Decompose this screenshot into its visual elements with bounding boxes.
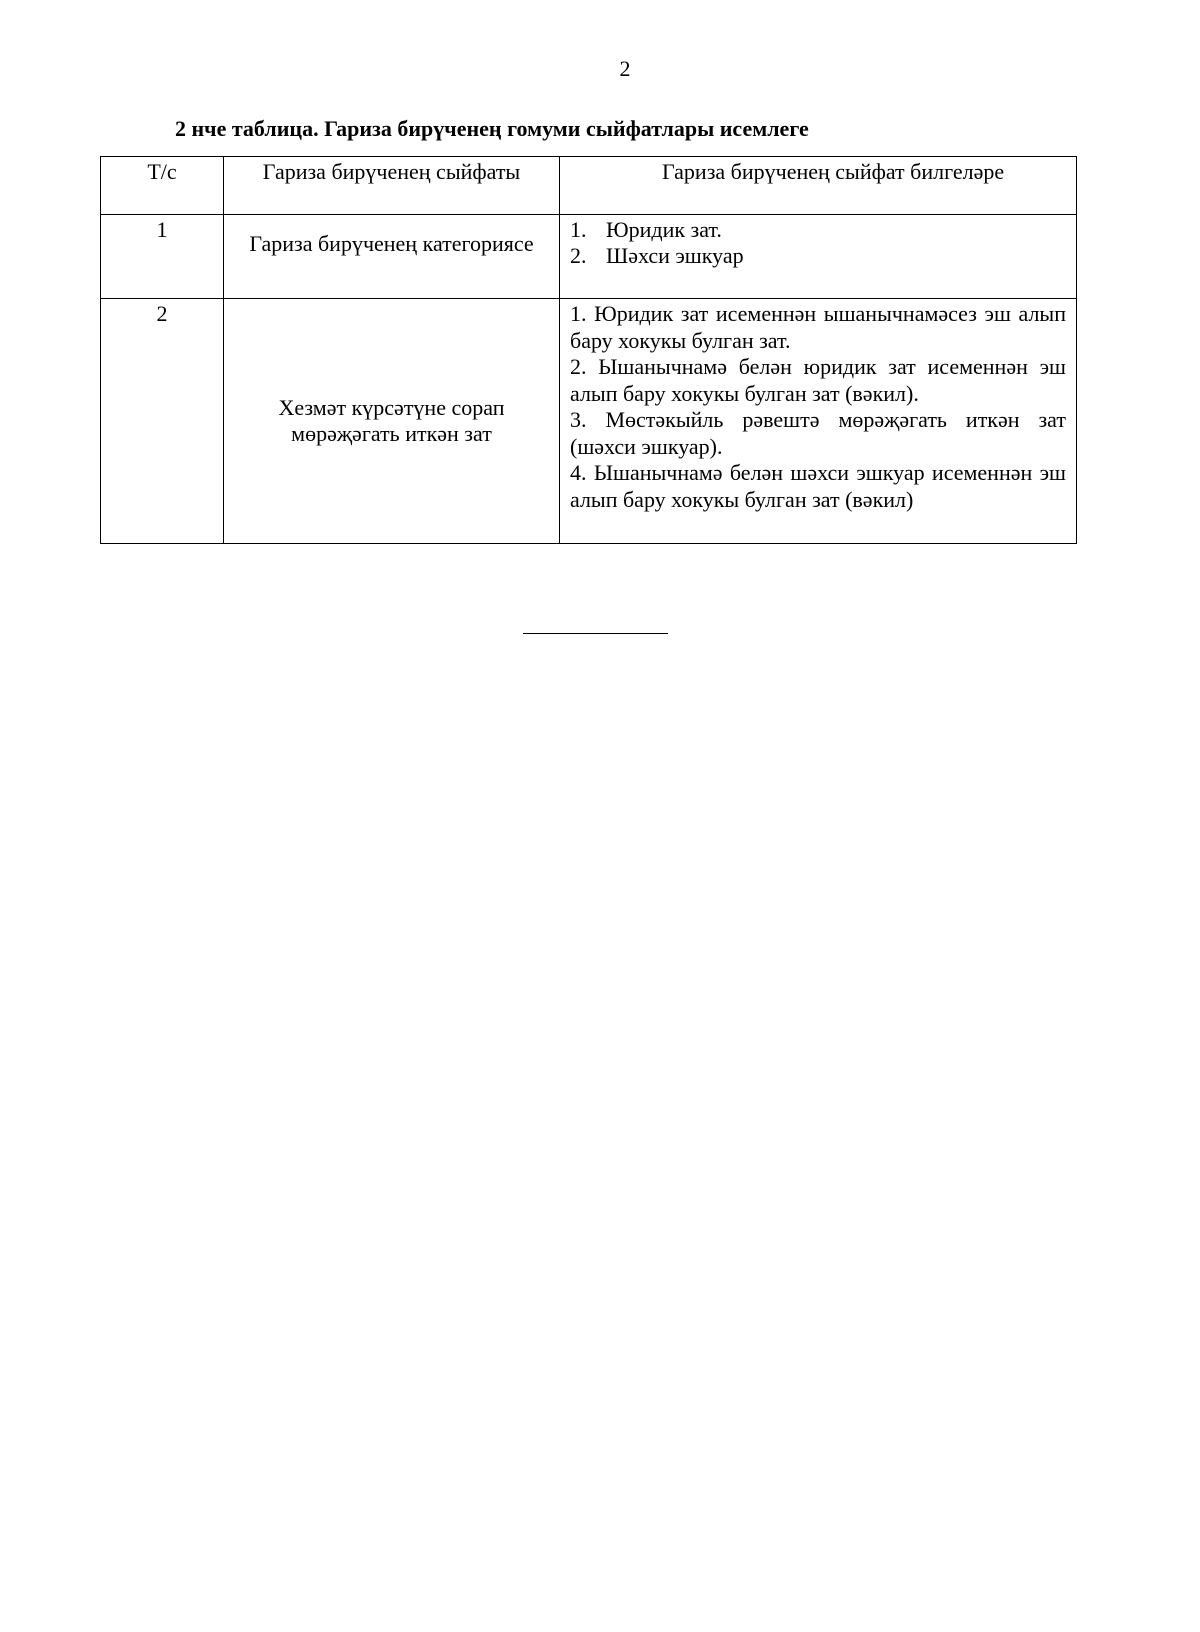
list-item — [570, 243, 1066, 269]
table-row — [101, 215, 1077, 299]
list-item: 2. Ышанычнамә белән юридик зат исеменнән эш алып бару хокукы булган зат (вәкил). — [570, 354, 1066, 406]
list-item — [570, 217, 1066, 243]
row-attribute-values — [560, 215, 1077, 299]
list-item: 4. Ышанычнамә белән шәхси эшкуар исеменнән эш алып бару хокукы булган зат (вәкил) — [570, 460, 1066, 512]
applicant-attributes-table — [100, 156, 1077, 544]
header-attribute-values: Гариза бирүченең сыйфат билгеләре — [560, 157, 1077, 215]
list-item-text: Юридик зат. — [606, 217, 722, 242]
list-item: 3. Мөстәкыйль рәвештә мөрәҗәгать иткән зат (шәхси эшкуар). — [570, 407, 1066, 459]
end-divider — [523, 633, 668, 634]
list-item-text: Шәхси эшкуар — [606, 243, 744, 268]
row-number: 2 — [101, 299, 224, 544]
row-attribute-values — [560, 299, 1077, 544]
table-header-row — [101, 157, 1077, 215]
table-title: 2 нче таблица. Гариза бирүченең гомуми сыйфатлары исемлеге — [175, 116, 809, 141]
header-number: Т/с — [101, 157, 224, 215]
table-row — [101, 299, 1077, 544]
list-item-marker: 2. — [570, 243, 587, 268]
header-attribute: Гариза бирүченең сыйфаты — [224, 157, 560, 215]
row-number: 1 — [101, 215, 224, 299]
row-attribute: Хезмәт күрсәтүне сорап мөрәҗәгать иткән зат — [224, 299, 560, 544]
list-item-marker: 1. — [570, 217, 587, 242]
row-attribute: Гариза бирүченең категориясе — [224, 215, 560, 299]
list-item: 1. Юридик зат исеменнән ышанычнамәсез эш алып бару хокукы булган зат. — [570, 301, 1066, 353]
page-number: 2 — [619, 56, 631, 81]
